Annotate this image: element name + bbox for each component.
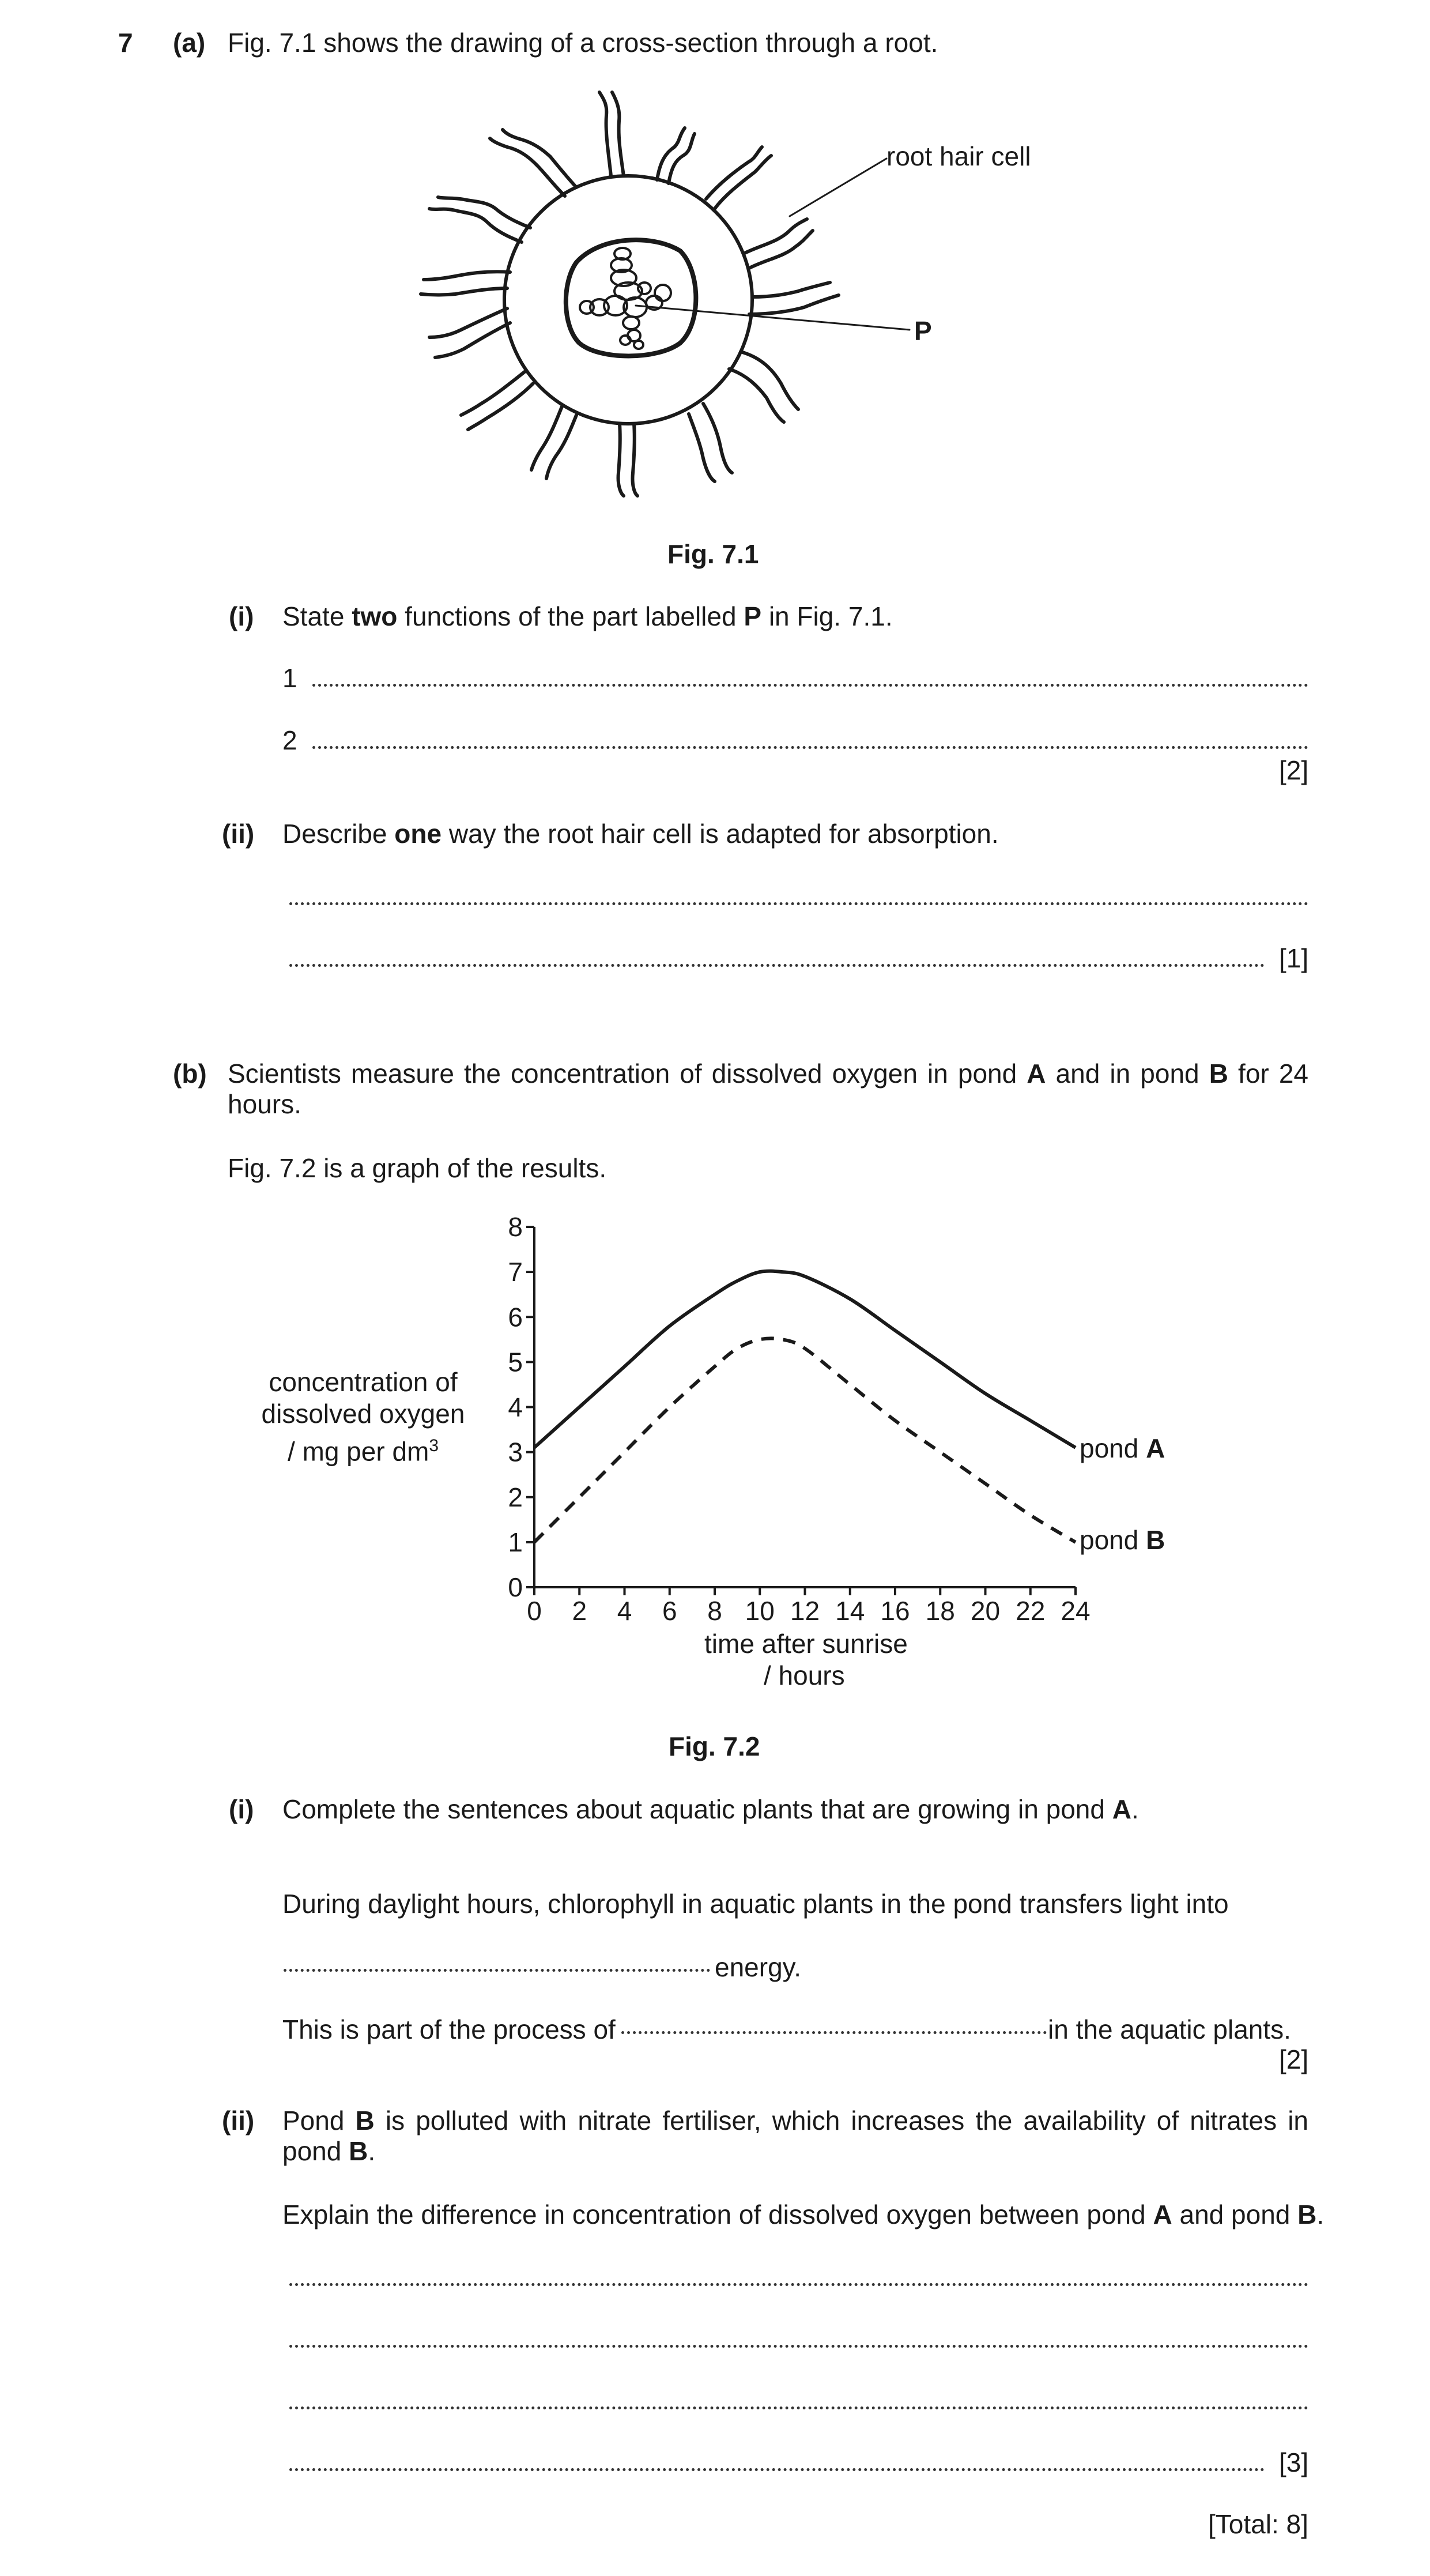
y-tick-label: 4	[508, 1392, 523, 1422]
part-a-i-question: State two functions of the part labelled P in Fig. 7.1.	[282, 601, 893, 631]
y-axis-title-line-1: concentration of	[269, 1367, 458, 1397]
y-tick-label: 7	[508, 1257, 523, 1287]
x-tick-label: 2	[572, 1596, 587, 1626]
question-number: 7	[118, 28, 133, 58]
marks-b-ii: [3]	[1279, 2447, 1309, 2477]
part-a-ii-question: Describe one way the root hair cell is adapted for absorption.	[282, 819, 999, 849]
answer-line-number-2: 2	[282, 725, 297, 755]
y-tick-label: 5	[508, 1347, 523, 1377]
y-axis-title-line-3: / mg per $dm^3$	[287, 1436, 439, 1467]
y-tick-label: 1	[508, 1527, 523, 1557]
x-tick-label: 0	[527, 1596, 542, 1626]
total-marks: [Total: 8]	[1208, 2509, 1308, 2539]
sentence-1: During daylight hours, chlorophyll in aquatic plants in the pond transfers light into	[282, 1889, 1229, 1919]
y-tick-label: 6	[508, 1302, 523, 1332]
answer-line-b-ii-2[interactable]	[289, 2345, 1308, 2348]
x-tick-label: 6	[662, 1596, 677, 1626]
blank-process[interactable]	[621, 2031, 1047, 2034]
fig-7-1-caption: Fig. 7.1	[667, 539, 759, 569]
part-a-ii-label: (ii)	[222, 819, 255, 849]
part-b-intro: Scientists measure the concentration of dissolved oxygen in pond A and in pond B for 24 hours.	[228, 1059, 1308, 1119]
y-tick-label: 8	[508, 1212, 523, 1242]
x-tick-label: 14	[835, 1596, 865, 1626]
x-tick-label: 22	[1016, 1596, 1046, 1626]
legend-pond-b: pond B	[1080, 1525, 1165, 1555]
part-a-intro: Fig. 7.1 shows the drawing of a cross-section through a root.	[228, 28, 938, 58]
x-tick-label: 8	[707, 1596, 722, 1626]
part-a-i-label: (i)	[229, 601, 254, 631]
x-tick-label: 16	[880, 1596, 910, 1626]
x-axis-title-line-2: / hours	[764, 1660, 845, 1690]
part-b-label: (b)	[173, 1059, 207, 1089]
x-tick-label: 12	[790, 1596, 820, 1626]
y-tick-label: 2	[508, 1482, 523, 1512]
y-tick-label: 0	[508, 1572, 523, 1602]
part-a-label: (a)	[173, 28, 206, 58]
marks-b-i: [2]	[1279, 2044, 1309, 2074]
y-axis-title-line-2: dissolved oxygen	[261, 1399, 465, 1429]
marks-a-ii: [1]	[1279, 943, 1309, 973]
series-line-pond-a	[534, 1271, 1076, 1448]
x-axis-title-line-1: time after sunrise	[704, 1629, 908, 1659]
part-b-i-question: Complete the sentences about aquatic plants that are growing in pond A.	[282, 1794, 1139, 1824]
sentence-3-start: This is part of the process of	[282, 2014, 616, 2044]
y-tick-label: 3	[508, 1437, 523, 1467]
x-tick-label: 10	[745, 1596, 775, 1626]
answer-line-b-ii-1[interactable]	[289, 2283, 1308, 2286]
part-b-ii-instruction: Explain the difference in concentration of dissolved oxygen between pond A and pond B.	[282, 2200, 1325, 2229]
series-line-pond-b	[534, 1338, 1076, 1542]
blank-energy[interactable]	[284, 1969, 710, 1972]
marks-a-i: [2]	[1279, 755, 1309, 785]
x-tick-label: 20	[970, 1596, 1001, 1626]
part-b-i-label: (i)	[229, 1794, 254, 1824]
part-b-ii-question: Pond B is polluted with nitrate fertiliser, which increases the availability of nitrates in pond B.	[282, 2106, 1308, 2166]
x-tick-label: 24	[1061, 1596, 1091, 1626]
sentence-2-end: energy.	[715, 1952, 802, 1982]
label-p: P	[914, 316, 932, 346]
legend-pond-a: pond A	[1080, 1433, 1165, 1463]
fig-7-2-caption: Fig. 7.2	[669, 1731, 760, 1761]
root-hair-cell-label: root hair cell	[886, 141, 1031, 171]
answer-line-number-1: 1	[282, 663, 297, 693]
answer-line-b-ii-4[interactable]	[289, 2468, 1265, 2471]
part-b-fig-ref: Fig. 7.2 is a graph of the results.	[228, 1153, 607, 1183]
part-b-ii-label: (ii)	[222, 2106, 255, 2136]
answer-line-b-ii-3[interactable]	[289, 2406, 1308, 2409]
x-tick-label: 4	[617, 1596, 632, 1626]
x-tick-label: 18	[925, 1596, 955, 1626]
sentence-3-end: in the aquatic plants.	[1048, 2014, 1291, 2044]
